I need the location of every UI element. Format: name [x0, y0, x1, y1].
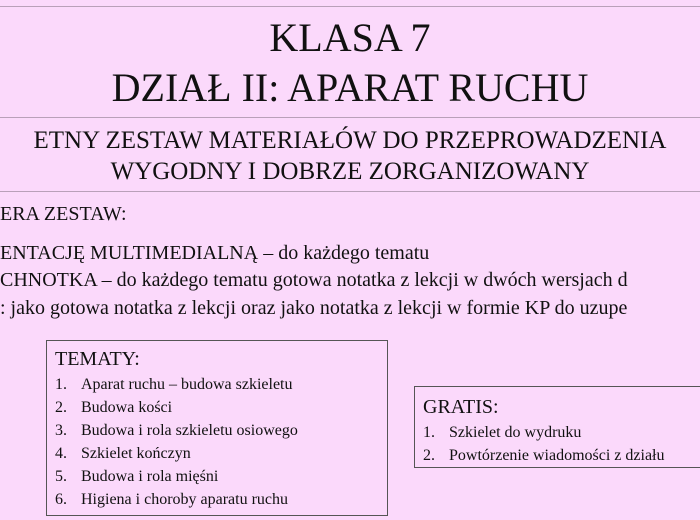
section-title: DZIAŁ II: APARAT RUCHU: [111, 65, 589, 110]
list-item-text: Budowa i rola mięśni: [81, 468, 219, 485]
subtitle-line-1: ETNY ZESTAW MATERIAŁÓW DO PRZEPROWADZENIA: [33, 127, 667, 154]
list-item: [55, 442, 387, 465]
topics-title: TEMATY:: [55, 348, 140, 370]
list-item-text: Aparat ruchu – budowa szkieletu: [81, 376, 293, 393]
list-item: [55, 419, 387, 442]
list-number: 5.: [55, 468, 67, 485]
gratis-list: [423, 421, 700, 467]
list-item: [423, 444, 700, 467]
list-number: 3.: [55, 422, 67, 439]
list-item-text: Higiena i choroby aparatu ruchu: [81, 491, 289, 508]
list-item: [55, 373, 387, 396]
gratis-title: GRATIS:: [423, 396, 499, 418]
list-item: [55, 465, 387, 488]
list-item-text: Budowa kości: [81, 399, 173, 416]
list-number: 4.: [55, 445, 67, 462]
list-item: [423, 421, 700, 444]
topics-list: [55, 373, 387, 511]
list-item-text: Szkielet kończyn: [81, 445, 191, 462]
list-item-text: Szkielet do wydruku: [449, 424, 582, 441]
subtitle-line-2: WYGODNY I DOBRZE ZORGANIZOWANY: [110, 158, 590, 185]
body-line-3: : jako gotowa notatka z lekcji oraz jako notatka z lekcji w formie KP do uzupe: [0, 297, 628, 319]
list-number: 6.: [55, 491, 67, 508]
list-number: 2.: [55, 399, 67, 416]
topics-box: [46, 340, 388, 516]
list-item: [55, 396, 387, 419]
subtitle-divider: [0, 191, 700, 192]
list-item-text: Powtórzenie wiadomości z działu: [449, 447, 665, 464]
list-number: 2.: [423, 447, 435, 464]
list-number: 1.: [423, 424, 435, 441]
body-line-2: CHNOTKA – do każdego tematu gotowa notatka z lekcji w dwóch wersjach d: [0, 269, 628, 291]
top-divider: [0, 6, 700, 7]
intro-text: ERA ZESTAW:: [0, 203, 127, 225]
body-line-1: ENTACJĘ MULTIMEDIALNĄ – do każdego tematu: [0, 242, 430, 264]
list-item: [55, 488, 387, 511]
gratis-box: [414, 386, 700, 468]
list-number: 1.: [55, 376, 67, 393]
list-item-text: Budowa i rola szkieletu osiowego: [81, 422, 298, 439]
header-divider: [0, 117, 700, 118]
class-title: KLASA 7: [269, 15, 431, 60]
